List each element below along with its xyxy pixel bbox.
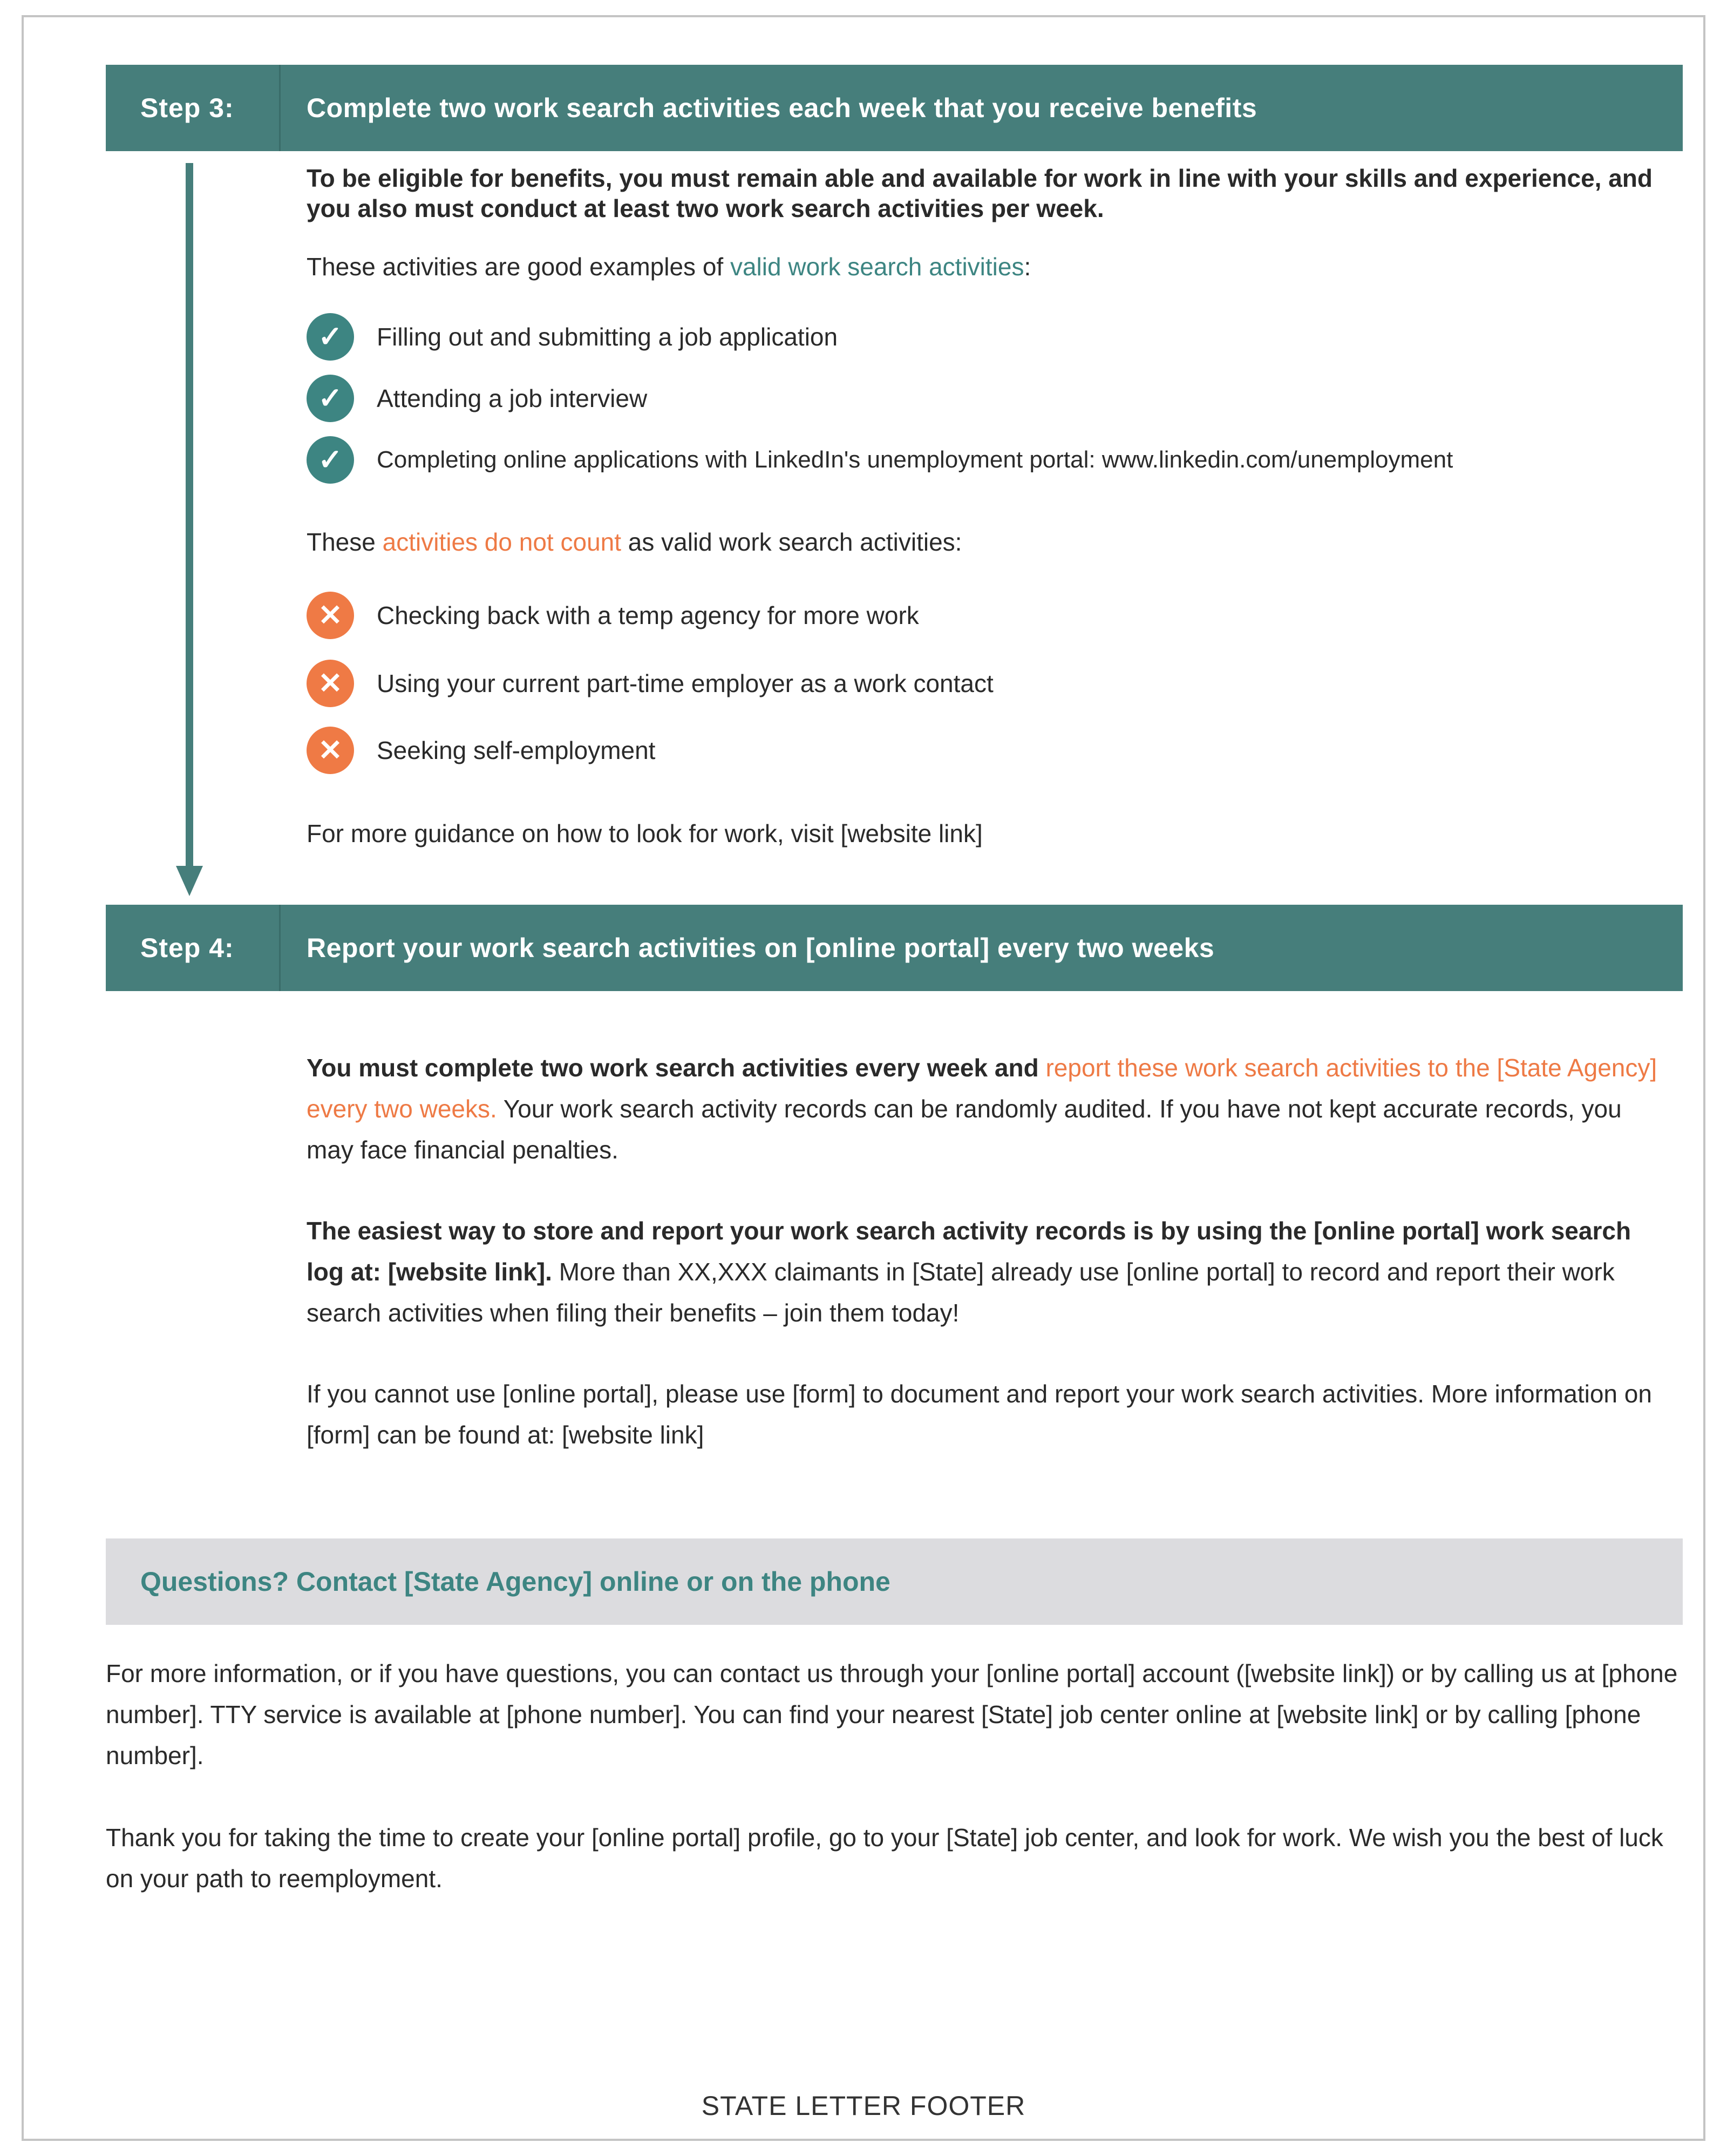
valid-activities-heading [307, 252, 1031, 282]
invalid-activities-heading [307, 527, 962, 557]
valid-item-label: Attending a job interview [377, 384, 648, 412]
questions-title: Questions? Contact [State Agency] online or on the phone [140, 1567, 890, 1597]
invalid-heading-suffix: as valid work search activities: [621, 528, 962, 556]
valid-item-label: Completing online applications with LinkedIn's unemployment portal: www.linkedin.com/unemployment [377, 446, 1453, 473]
valid-heading-prefix: These activities are good examples of [307, 253, 730, 281]
step-4-paragraph-2 [307, 1210, 1667, 1333]
arrow-down-icon [176, 866, 203, 896]
step-3-title: Complete two work search activities each week that you receive benefits [307, 93, 1257, 123]
step-4-label: Step 4: [106, 905, 281, 991]
step-4-title: Report your work search activities on [online portal] every two weeks [307, 933, 1215, 963]
questions-paragraph-2: Thank you for taking the time to create your [online portal] profile, go to your [State] job center, and look for work. We wish you the best of luck on your path to reemployment. [106, 1823, 1663, 1893]
x-circle-icon: ✕ [307, 727, 354, 774]
x-circle-icon: ✕ [307, 660, 354, 707]
invalid-item-label: Using your current part-time employer as a work contact [377, 669, 994, 697]
step-4-paragraph-1 [307, 1047, 1667, 1170]
invalid-heading-highlight: activities do not count [382, 528, 622, 556]
letter-page [22, 15, 1705, 2141]
step-4-p1-rest: Your work search activity records can be randomly audited. If you have not kept accurate records, you may face financial penalties. [307, 1095, 1622, 1164]
step-3-header [106, 65, 1683, 151]
valid-heading-suffix: : [1024, 253, 1031, 281]
valid-activities-link[interactable]: valid work search activities [730, 253, 1024, 281]
questions-paragraph-1: For more information, or if you have questions, you can contact us through your [online portal] account ([website link]) or by calling us at [phone number]. TTY service is available at [phone number]. You can find your nearest [State] job center online at [website link] or by calling [phone number]. [106, 1659, 1678, 1769]
check-circle-icon: ✓ [307, 375, 354, 422]
step-4-header [106, 905, 1683, 991]
letter-footer: STATE LETTER FOOTER [701, 2091, 1026, 2121]
step-3-label: Step 3: [106, 65, 281, 151]
step-4-p1-bold: You must complete two work search activities every week and [307, 1054, 1046, 1082]
invalid-item-label: Seeking self-employment [377, 736, 656, 764]
step-4-paragraph-3: If you cannot use [online portal], please use [form] to document and report your work search activities. More information on [form] can be found at: [website link] [307, 1380, 1652, 1449]
step-4-p2-bold: The easiest way to store and report your work search activity records is by using the [online portal] work search log at: [website link]. [307, 1217, 1631, 1286]
valid-item-label: Filling out and submitting a job application [377, 323, 838, 351]
check-circle-icon: ✓ [307, 313, 354, 361]
step-4-p2-rest: More than XX,XXX claimants in [State] already use [online portal] to record and report their work search activities when filing their benefits – join them today! [307, 1258, 1615, 1327]
questions-header [106, 1538, 1683, 1625]
x-circle-icon: ✕ [307, 592, 354, 639]
invalid-heading-prefix: These [307, 528, 383, 556]
step-connector-line [186, 163, 193, 870]
invalid-item-label: Checking back with a temp agency for more work [377, 601, 919, 629]
step-3-intro: To be eligible for benefits, you must remain able and available for work in line with your skills and experience, and you also must conduct at least two work search activities per week. [307, 164, 1653, 222]
guidance-text: For more guidance on how to look for work, visit [website link] [307, 819, 983, 848]
check-circle-icon: ✓ [307, 436, 354, 484]
step-4-p1-highlight: report these work search activities to the [State Agency] every two weeks. [307, 1054, 1657, 1123]
